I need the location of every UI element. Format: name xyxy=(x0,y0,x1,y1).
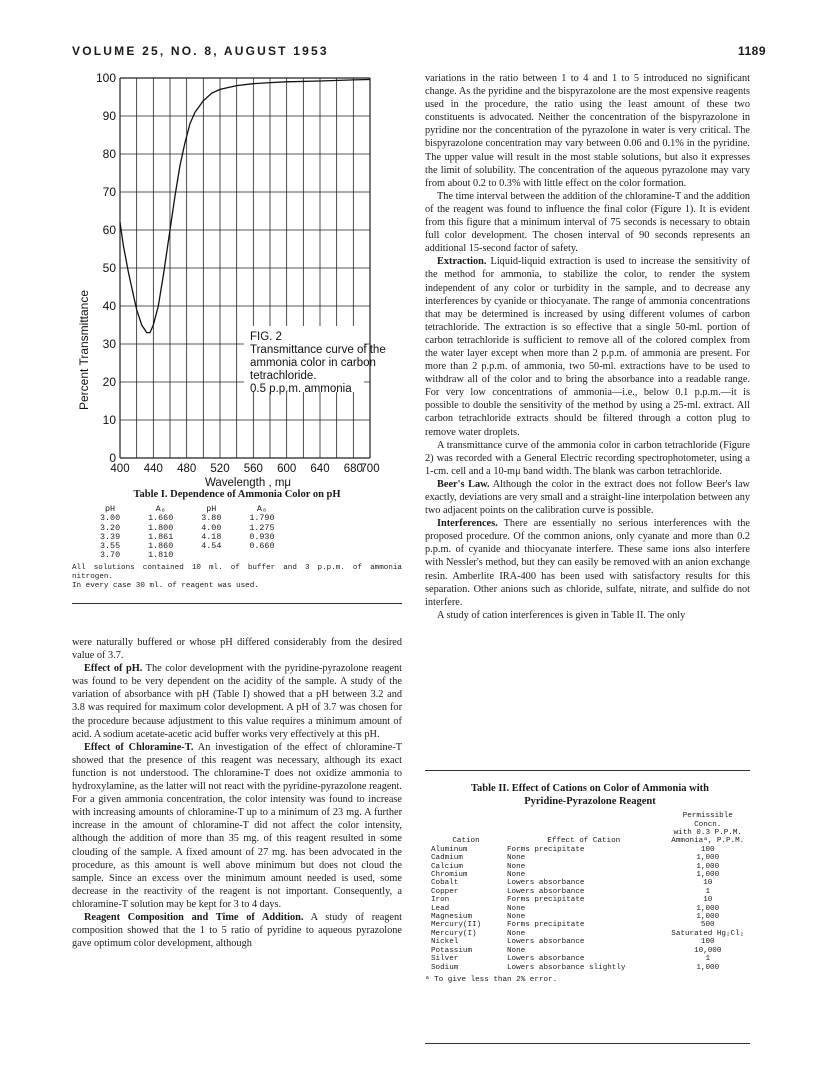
table-cell: Lowers absorbance xyxy=(507,879,585,888)
table-row xyxy=(425,921,755,929)
paragraph-text: An investigation of the effect of chloramine-T showed that the presence of this reagent was necessary, although its exact function is not understood. The chloramine-T does not oxidize ammonia to hydroxylamine, as the latter will not react with the pyridine-pyrazolone reagent. For a given ammonia concentration, the color intensity was found to increase with increasing amounts of chloramine-T up to a minimum of 23 mg. A further increase in the amount of chloramine-T did not affect the color intensity, although the addition of more than 35 mg. of this reagent resulted in some clouding of the sample. A fixed amount of 27 mg. has been advocated in the procedure, as this amount is well above minimum but does not cloud the sample. Since an excess over the minimum amount needed is used, some decrease in the reactivity of the reagent is not important. Consequently, a chloramine-T solution may be kept for 3 to 4 days. xyxy=(72,741,402,910)
section-head: Effect of pH. xyxy=(84,663,143,675)
table-cell: 1,000 xyxy=(696,904,720,913)
table-cell: 3.55 xyxy=(100,540,121,551)
table-cell: Saturated Hg₂Cl₂ xyxy=(671,929,745,938)
annotation-line: 0.5 p.p.m. ammonia xyxy=(250,383,352,395)
table-cell: Aluminum xyxy=(431,845,468,854)
table-cell: None xyxy=(507,871,526,880)
x-axis-label: Wavelength , mμ xyxy=(204,477,292,489)
table-cell xyxy=(187,551,235,560)
x-tick-label: 640 xyxy=(310,463,330,475)
journal-header: VOLUME 25, NO. 8, AUGUST 1953 xyxy=(72,44,329,58)
divider xyxy=(425,1043,750,1044)
x-tick-label: 700 xyxy=(360,463,380,475)
table-cell: Mercury(I) xyxy=(431,929,477,938)
table-cell: None xyxy=(507,862,526,871)
table-cell: 4.18 xyxy=(201,531,222,542)
divider xyxy=(425,770,750,771)
table2-header: with 0.3 P.P.M. xyxy=(673,829,742,837)
table-cell: 3.00 xyxy=(100,513,121,524)
x-tick-label: 480 xyxy=(177,463,197,475)
table-cell: 1.861 xyxy=(148,531,174,542)
table1-header: A₈ xyxy=(155,504,166,515)
left-column xyxy=(72,488,402,590)
table-row xyxy=(425,913,755,921)
y-tick-label: 60 xyxy=(102,223,116,237)
table2-title: Table II. Effect of Cations on Color of Ammonia with xyxy=(470,783,709,794)
section-head: Interferences. xyxy=(437,518,498,530)
table-cell: Lead xyxy=(431,904,450,913)
paragraph xyxy=(72,662,402,741)
x-tick-label: 560 xyxy=(243,463,263,475)
paragraph-text: There are essentially no serious interferences with the proposed procedure. Of the common anions, only cyanate and more than 0.2 p.p.m. of cyanide and thiocyanate interfere. These same ions also interfere with Nessler's method, but they can easily be removed with an anion exchange resin. Amberlite IRA-400 has been used with satisfactory results for this separation. Other anions such as chloride, sulfate, nitrate, and sulfide do not interfere. xyxy=(425,518,750,608)
x-tick-label: 400 xyxy=(110,463,130,475)
table-cell: 1 xyxy=(705,887,711,896)
table2-header: Cation xyxy=(452,837,480,846)
table-cell: 3.80 xyxy=(201,513,222,524)
table-cell: Sodium xyxy=(431,963,459,972)
y-tick-label: 20 xyxy=(102,375,116,389)
paragraph: A study of cation interferences is given in Table II. The only xyxy=(437,609,686,621)
annotation-line: FIG. 2 xyxy=(250,331,282,343)
section-head: Effect of Chloramine-T. xyxy=(84,741,194,753)
chart-grid xyxy=(120,78,370,458)
table-cell: Cadmium xyxy=(431,854,463,863)
table-cell: None xyxy=(507,946,526,955)
table-cell: 3.20 xyxy=(100,522,121,533)
table-cell xyxy=(235,551,288,560)
table-cell: 10 xyxy=(703,896,713,905)
table-cell: 1.800 xyxy=(148,522,174,533)
table-cell: Forms precipitate xyxy=(507,845,585,854)
table-cell: 1.810 xyxy=(148,550,174,561)
section-head: Beer's Law. xyxy=(437,478,490,490)
table-cell: 1.660 xyxy=(148,513,174,524)
y-tick-labels xyxy=(96,71,116,465)
table-cell: 3.70 xyxy=(100,550,121,561)
table1-header: pH xyxy=(105,504,116,515)
x-tick-label: 680 xyxy=(343,463,363,475)
table-cell: Silver xyxy=(431,955,459,964)
table2-block xyxy=(425,782,755,985)
table-row xyxy=(86,551,289,560)
table-row xyxy=(425,947,755,955)
y-tick-label: 90 xyxy=(102,109,116,123)
table-row xyxy=(425,930,755,938)
right-column xyxy=(425,72,750,622)
table1-header: A₈ xyxy=(256,504,267,515)
x-tick-labels xyxy=(110,463,379,475)
table-cell: Potassium xyxy=(431,946,473,955)
table-cell: 10 xyxy=(703,879,713,888)
table1-body xyxy=(86,514,289,560)
page-number: 1189 xyxy=(738,44,767,58)
table-row xyxy=(425,955,755,963)
table2-body xyxy=(425,846,755,972)
table-cell: 1,000 xyxy=(696,963,720,972)
paragraph xyxy=(425,255,750,438)
y-tick-label: 40 xyxy=(102,299,116,313)
table-cell: Iron xyxy=(431,896,450,905)
annotation-line: Transmittance curve of the xyxy=(250,344,386,356)
table-cell: Forms precipitate xyxy=(507,921,585,930)
y-tick-label: 70 xyxy=(102,185,116,199)
y-tick-label: 50 xyxy=(102,261,116,275)
table-row xyxy=(425,854,755,862)
paragraph xyxy=(72,741,402,911)
table-cell: Calcium xyxy=(431,862,463,871)
table-cell: 1.790 xyxy=(249,513,275,524)
y-tick-label: 100 xyxy=(95,71,116,85)
table2-header: Effect of Cation xyxy=(547,837,621,846)
table-cell: Chromium xyxy=(431,871,468,880)
table2-header: Permissible xyxy=(682,812,733,821)
table2 xyxy=(425,812,755,972)
paragraph: variations in the ratio between 1 to 4 and 1 to 5 introduced no significant change. As the pyridine and the bispyrazolone are the most expensive reagents used in the procedure, the ratio using the least amount of these two constituents is advocated. Neither the concentration of the bispyrazolone in pyridine nor the concentration of the pyrazolone in water is very critical. The bispyrazolone concentration may vary between 0.06 and 0.1% in the pyridine. The upper value will result in the most stable solutions, but also it expresses the limit of solubility. The concentration of the aqueous pyrazolone may vary from about 0.2 to 0.3% with little effect on the color formation. xyxy=(425,73,750,189)
table-cell: 3.39 xyxy=(100,531,121,542)
table2-footnote: ᵃ To give less than 2% error. xyxy=(425,975,558,984)
paragraph-text: The color development with the pyridine-pyrazolone reagent was found to be very dependent on the acidity of the sample. A study of the variation of absorbance with pH (Table I) showed that a pH between 3.2 and 3.8 was required for maximum color development. A pH of 3.7 was chosen for the procedure because adjustment to this value requires a minimum amount of acid. A sodium acetate-acetic acid buffer works very effectively at this pH. xyxy=(72,663,402,740)
table-cell: None xyxy=(507,913,526,922)
paragraph-text: A study of reagent composition showed that the 1 to 5 ratio of pyridine to aqueous pyrazolone gave optimum color development, although xyxy=(72,911,402,950)
table2-header: Ammoniaᵃ, P.P.M. xyxy=(671,837,745,846)
table-cell: 100 xyxy=(700,938,715,947)
table-row xyxy=(425,905,755,913)
table-row xyxy=(425,879,755,887)
left-column-text xyxy=(72,636,402,950)
table-row xyxy=(425,871,755,879)
paragraph: were naturally buffered or whose pH differed considerably from the desired value of 3.7. xyxy=(72,637,402,662)
table-cell: 1,000 xyxy=(696,854,720,863)
table1-note: All solutions contained 10 ml. of buffer and 3 p.p.m. of ammonia nitrogen. xyxy=(72,564,402,581)
y-tick-label: 10 xyxy=(102,413,116,427)
table-cell: Mercury(II) xyxy=(431,921,482,930)
paragraph xyxy=(72,911,402,950)
table-cell: 1.860 xyxy=(148,540,174,551)
table-row xyxy=(425,846,755,854)
table-cell: Forms precipitate xyxy=(507,896,585,905)
transmittance-chart xyxy=(70,70,390,492)
paragraph-text: Liquid-liquid extraction is used to increase the sensitivity of the method for ammonia, to stabilize the color, to render the system independent of any color or turbidity in the sample, and to decrease any interferences by cyanide or thiocyanate. The range of ammonia concentrations that may be determined is increased by using different volumes of carbon tetrachloride. The extraction is so effective that a single 50-ml. portion of carbon tetrachloride is sufficient to remove all of the colored complex from the water layer except when more than 2 p.p.m. of ammonia are present. For more than 2 p.p.m. of ammonia, two 50-ml. extractions have to be used to withdraw all of the color and to bring the absorbance into a readable range. For very low concentrations of ammonia—i.e., below 0.1 p.p.m.—it is possible to double the sensitivity of the method by using a 25-ml. extract. All carbon tetrachloride extracts should be filtered through a cotton plug to remove water droplets. xyxy=(425,256,750,438)
paragraph-text: Although the color in the extract does not follow Beer's law exactly, deviations are very small and a straight-line interpolation between any two adjacent points on the calibration curve is possible. xyxy=(425,478,750,517)
section-head: Reagent Composition and Time of Addition. xyxy=(84,911,304,923)
table-cell: 1.275 xyxy=(249,522,275,533)
table-cell: Lowers absorbance xyxy=(507,955,585,964)
table2-subtitle: Pyridine-Pyrazolone Reagent xyxy=(524,796,656,808)
table1-title: Table I. Dependence of Ammonia Color on pH xyxy=(133,489,341,500)
table-cell: 1 xyxy=(705,955,711,964)
table-cell: 1,000 xyxy=(696,871,720,880)
table-cell: 4.00 xyxy=(201,522,222,533)
table-row xyxy=(425,938,755,946)
table-cell: 4.54 xyxy=(201,540,222,551)
table-row xyxy=(425,964,755,972)
series-line-transmittance xyxy=(120,80,370,333)
paragraph: A transmittance curve of the ammonia color in carbon tetrachloride (Figure 2) was recorded with a General Electric recording spectrophotometer, using a 1-cm. cell and a 10-mμ band width. The blank was carbon tetrachloride. xyxy=(425,439,750,477)
table-cell: 0.930 xyxy=(249,531,275,542)
y-axis-label: Percent Transmittance xyxy=(77,289,91,411)
x-tick-label: 600 xyxy=(277,463,297,475)
table1-note: In every case 30 ml. of reagent was used. xyxy=(72,581,259,590)
table-cell: 1,000 xyxy=(696,913,720,922)
table1 xyxy=(86,505,289,560)
table-cell: None xyxy=(507,904,526,913)
y-tick-label: 80 xyxy=(102,147,116,161)
x-tick-label: 520 xyxy=(210,463,230,475)
table-cell: Magnesium xyxy=(431,913,473,922)
table-cell: Lowers absorbance xyxy=(507,938,585,947)
table-cell: 0.660 xyxy=(249,540,275,551)
table-row xyxy=(425,863,755,871)
table-row xyxy=(425,888,755,896)
table-row xyxy=(425,896,755,904)
annotation-line: ammonia color in carbon xyxy=(250,357,376,369)
y-tick-label: 0 xyxy=(109,451,116,465)
x-tick-label: 440 xyxy=(143,463,163,475)
table-cell: None xyxy=(507,854,526,863)
table2-header: Concn. xyxy=(694,820,722,829)
paragraph: The time interval between the addition of the chloramine-T and the addition of the reagent was found to influence the final color (Figure 1). It is evident from this figure that a minimum interval of 75 seconds is necessary to obtain full color development. The chosen interval of 90 seconds represents an additional 15-second factor of safety. xyxy=(425,190,750,255)
annotation-line: tetrachloride. xyxy=(250,370,317,382)
table1-header: pH xyxy=(206,504,217,515)
table-cell: Copper xyxy=(431,887,459,896)
table-cell: 100 xyxy=(700,845,715,854)
table-cell: Lowers absorbance xyxy=(507,887,585,896)
table-cell: None xyxy=(507,929,526,938)
divider xyxy=(72,603,402,604)
table-cell: Lowers absorbance slightly xyxy=(507,963,626,972)
table-cell: 500 xyxy=(700,921,715,930)
paragraph xyxy=(425,517,750,609)
table-cell: 1,000 xyxy=(696,862,720,871)
table-cell: Cobalt xyxy=(431,879,459,888)
table-cell: Nickel xyxy=(431,938,459,947)
paragraph xyxy=(425,478,750,517)
section-head: Extraction. xyxy=(437,256,487,268)
table-cell: 10,000 xyxy=(694,946,722,955)
y-tick-label: 30 xyxy=(102,337,116,351)
